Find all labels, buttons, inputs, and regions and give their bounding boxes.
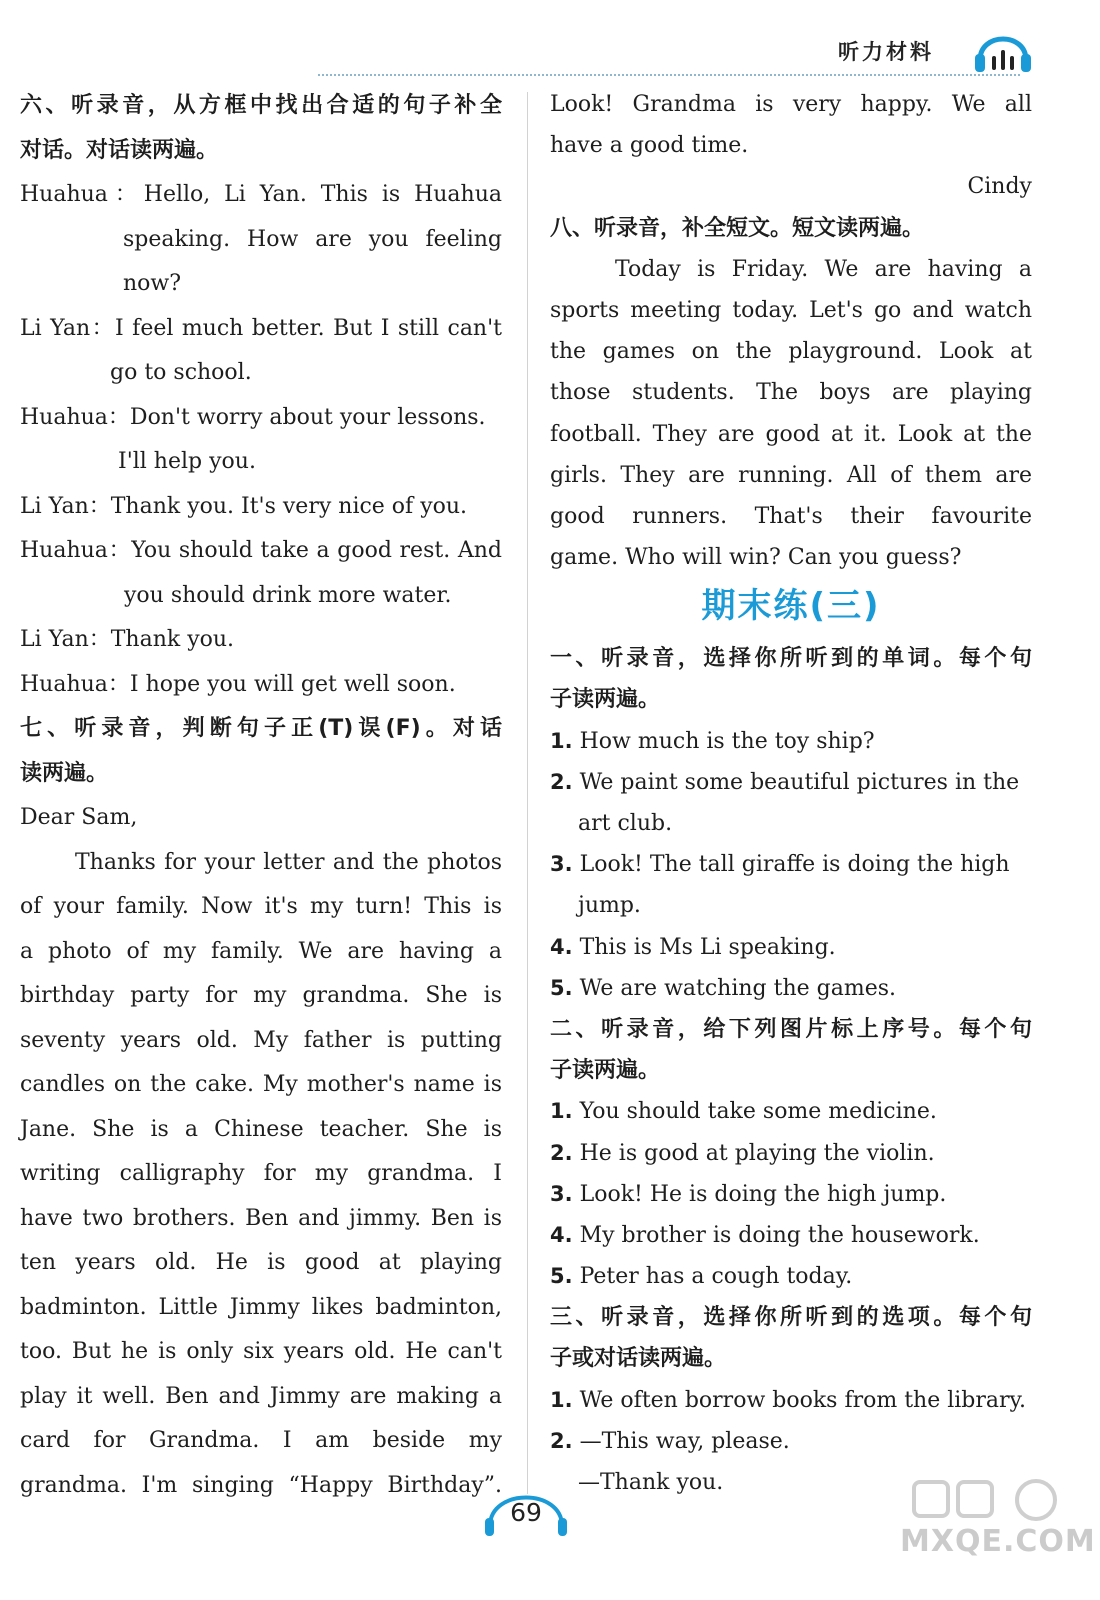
letter-line: of your family. Now it's my turn! This is	[20, 894, 502, 919]
item-number: 1.	[550, 1099, 573, 1124]
letter-line: Thanks for your letter and the photos	[75, 849, 502, 875]
page-number: 69	[510, 1498, 542, 1527]
passage-line: the games on the playground. Look at	[550, 339, 1032, 365]
item-number: 1.	[550, 728, 573, 753]
letter-signature: Cindy	[967, 174, 1032, 200]
list-item-cont: —Thank you.	[578, 1470, 724, 1495]
item-text: Look! He is doing the high jump.	[579, 1181, 947, 1207]
watermark	[900, 1476, 1096, 1594]
letter-line: Jane. She is a Chinese teacher. She is	[20, 1116, 502, 1142]
item-text: Peter has a cough today.	[579, 1264, 853, 1290]
part-1-title: 一、听录音，选择你所听到的单词。每个句	[550, 646, 1032, 672]
letter-line: badminton. Little Jimmy likes badminton,	[20, 1294, 502, 1320]
dialogue-line: I'll help you.	[118, 449, 256, 474]
item-text: We paint some beautiful pictures in the	[579, 769, 1020, 795]
part-2-title-cont: 子读两遍。	[550, 1058, 661, 1084]
passage-line: Today is Friday. We are having a	[615, 256, 1032, 282]
passage-line: sports meeting today. Let's go and watch	[550, 297, 1032, 323]
item-text: How much is the toy ship?	[579, 728, 875, 754]
dialogue-line: Huahua：You should take a good rest. And	[20, 538, 502, 563]
list-item	[550, 1215, 1032, 1256]
passage-line: those students. The boys are playing	[550, 380, 1032, 406]
list-item	[550, 1380, 1032, 1421]
letter-line: a photo of my family. We are having a	[20, 938, 502, 964]
list-item	[550, 1256, 1032, 1297]
letter-line: grandma. I'm singing “Happy Birthday”.	[20, 1472, 502, 1498]
list-item	[550, 721, 1032, 762]
item-text: We are watching the games.	[579, 975, 897, 1001]
list-item	[550, 762, 1032, 803]
passage-line: girls. They are running. All of them are	[550, 462, 1032, 488]
list-item	[550, 1174, 1032, 1215]
dialogue-line: you should drink more water.	[124, 582, 452, 608]
dialogue-line: speaking. How are you feeling	[123, 226, 502, 252]
dialogue-line: Li Yan：Thank you.	[20, 627, 235, 652]
part-1-title-cont: 子读两遍。	[550, 687, 661, 713]
item-text: This is Ms Li speaking.	[579, 934, 836, 960]
passage-line: game. Who will win? Can you guess?	[550, 545, 962, 571]
list-item	[550, 927, 1032, 968]
letter-line: too. But he is only six years old. He can't	[20, 1339, 502, 1364]
dialogue-line: go to school.	[110, 360, 252, 385]
item-text: We often borrow books from the library.	[579, 1387, 1027, 1413]
passage-line: football. They are good at it. Look at the	[550, 421, 1032, 447]
letter-salutation: Dear Sam,	[20, 805, 138, 830]
list-item	[550, 968, 1032, 1009]
item-text: You should take some medicine.	[579, 1099, 937, 1125]
item-number: 1.	[550, 1387, 573, 1412]
item-number: 2.	[550, 1428, 573, 1453]
list-item	[550, 1133, 1032, 1174]
item-text: Look! The tall giraffe is doing the high	[579, 852, 1010, 878]
part-3-title: 三、听录音，选择你所听到的选项。每个句	[550, 1305, 1032, 1331]
item-number: 4.	[550, 934, 573, 959]
letter-line: Look! Grandma is very happy. We all	[550, 92, 1032, 117]
dialogue-line: Huahua：I hope you will get well soon.	[20, 671, 456, 697]
dialogue-line: Li Yan：Thank you. It's very nice of you.	[20, 493, 468, 519]
section-7-title: 七、听录音，判断句子正(T)误(F)。对话	[20, 716, 502, 741]
item-number: 3.	[550, 852, 573, 877]
item-number: 4.	[550, 1222, 573, 1247]
item-number: 3.	[550, 1181, 573, 1206]
headphones-icon	[972, 20, 1034, 74]
list-item-cont: jump.	[578, 893, 641, 919]
item-number: 5.	[550, 1264, 573, 1289]
header-rule	[318, 74, 1020, 76]
watermark-text: MXQE.COM	[900, 1524, 1096, 1559]
dialogue-line: now?	[123, 271, 182, 296]
item-text: He is good at playing the violin.	[579, 1140, 935, 1166]
dialogue-line: Li Yan：I feel much better. But I still can't	[20, 315, 502, 341]
column-divider	[527, 92, 528, 1494]
letter-line: card for Grandma. I am beside my	[20, 1428, 502, 1453]
right-column	[550, 84, 1032, 1503]
list-item	[550, 844, 1032, 885]
dialogue-line: Huahua：Don't worry about your lessons.	[20, 404, 486, 430]
left-column	[20, 84, 502, 1508]
section-6-title: 六、听录音，从方框中找出合适的句子补全	[20, 93, 502, 118]
item-number: 5.	[550, 975, 573, 1000]
watermark-logo-icon	[908, 1476, 1078, 1526]
letter-line: seventy years old. My father is putting	[20, 1027, 502, 1053]
letter-line: have two brothers. Ben and jimmy. Ben is	[20, 1205, 502, 1231]
letter-line: writing calligraphy for my grandma. I	[20, 1161, 502, 1186]
item-text: —This way, please.	[579, 1428, 790, 1454]
list-item	[550, 1421, 1032, 1462]
section-7-title-cont: 读两遍。	[20, 760, 109, 786]
header-label: 听力材料	[838, 40, 934, 64]
letter-line: have a good time.	[550, 133, 749, 159]
passage-line: good runners. That's their favourite	[550, 503, 1032, 529]
letter-line: ten years old. He is good at playing	[20, 1250, 502, 1275]
page-footer	[476, 1482, 576, 1542]
letter-line: birthday party for my grandma. She is	[20, 983, 502, 1008]
item-number: 2.	[550, 769, 573, 794]
section-heading: 期末练(三)	[701, 586, 881, 627]
section-6-title-cont: 对话。对话读两遍。	[20, 137, 219, 163]
item-text: My brother is doing the housework.	[579, 1222, 980, 1248]
letter-line: candles on the cake. My mother's name is	[20, 1072, 502, 1097]
dialogue-line: Huahua：Hello, Li Yan. This is Huahua	[20, 182, 502, 207]
list-item-cont: art club.	[578, 811, 673, 836]
letter-line: play it well. Ben and Jimmy are making a	[20, 1383, 502, 1409]
part-2-title: 二、听录音，给下列图片标上序号。每个句	[550, 1016, 1032, 1042]
list-item	[550, 1091, 1032, 1132]
section-8-title: 八、听录音，补全短文。短文读两遍。	[550, 215, 925, 241]
item-number: 2.	[550, 1140, 573, 1165]
part-3-title-cont: 子或对话读两遍。	[550, 1346, 727, 1372]
